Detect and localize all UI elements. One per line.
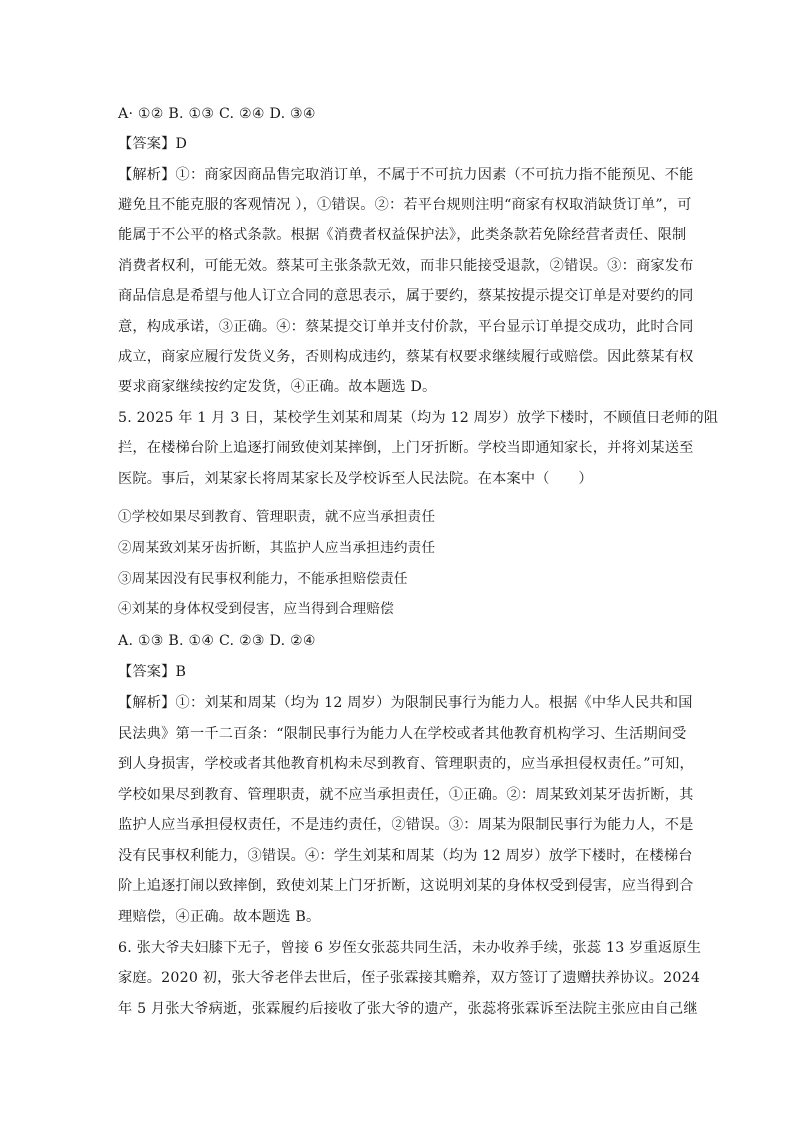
q5-stem-line: 拦，在楼梯台阶上追逐打闹致使刘某摔倒，上门牙折断。学校当即通知家长，并将刘某送至	[118, 440, 694, 456]
q5-stem-line: 5. 2025 年 1 月 3 日，某校学生刘某和周某（均为 12 周岁）放学下楼时，不顾值日老师的阻	[118, 410, 719, 426]
q5-analysis-line: 到人身损害，学校或者其他教育机构未尽到教育、管理职责的，应当承担侵权责任。”可知，	[118, 756, 694, 772]
q4-options: A· ①② B. ①③ C. ②④ D. ③④	[118, 106, 316, 122]
q4-answer: 【答案】D	[118, 136, 188, 152]
q4-analysis-line: 避免且不能克服的客观情况 ），①错误。②：若平台规则注明“商家有权取消缺货订单”，可	[118, 197, 692, 213]
q6-stem-line: 年 5 月张大爷病逝，张霖履约后接收了张大爷的遗产，张蕊将张霖诉至法院主张应由自己继	[118, 1001, 698, 1017]
q5-statement: ②周某致刘某牙齿折断，其监护人应当承担违约责任	[118, 540, 436, 556]
q4-analysis-line: 成立，商家应履行发货义务，否则构成违约，蔡某有权要求继续履行或赔偿。因此蔡某有权	[118, 349, 694, 365]
q4-analysis-line: 要求商家继续按约定发货，④正确。故本题选 D。	[118, 379, 437, 395]
q5-analysis-line: 没有民事权利能力，③错误。④：学生刘某和周某（均为 12 周岁）放学下楼时，在楼梯台	[118, 848, 693, 864]
q5-analysis-line: 理赔偿，④正确。故本题选 B。	[118, 909, 321, 925]
q5-analysis-line: 监护人应当承担侵权责任，不是违约责任，②错误。③：周某为限制民事行为能力人，不是	[118, 817, 694, 833]
q4-analysis-line: 能属于不公平的格式条款。根据《消费者权益保护法》，此类条款若免除经营者责任、限制	[118, 227, 687, 243]
q4-analysis-line: 消费者权利，可能无效。蔡某可主张条款无效，而非只能接受退款，②错误。③：商家发布	[118, 258, 694, 274]
q5-statement: ④刘某的身体权受到侵害，应当得到合理赔偿	[118, 601, 394, 617]
q5-statement: ③周某因没有民事权利能力，不能承担赔偿责任	[118, 571, 408, 587]
q6-stem-line: 6. 张大爷夫妇膝下无子，曾接 6 岁侄女张蕊共同生活，未办收养手续，张蕊 13 岁重返原生	[118, 940, 702, 956]
q6-stem-line: 家庭。2020 初，张大爷老伴去世后，侄子张霖接其赡养，双方签订了遗赠扶养协议。2024	[118, 970, 701, 986]
q5-analysis-line: 学校如果尽到教育、管理职责，就不应当承担责任，①正确。②：周某致刘某牙齿折断，其	[118, 787, 694, 803]
q4-analysis-line: 意，构成承诺，③正确。④：蔡某提交订单并支付价款，平台显示订单提交成功，此时合同	[118, 319, 694, 335]
q4-analysis-line: 【解析】①：商家因商品售完取消订单，不属于不可抗力因素（不可抗力指不能预见、不能	[118, 167, 694, 183]
q5-answer: 【答案】B	[118, 664, 187, 680]
q5-analysis-line: 【解析】①：刘某和周某（均为 12 周岁）为限制民事行为能力人。根据《中华人民共和国	[118, 695, 693, 711]
q5-analysis-line: 阶上追逐打闹以致摔倒，致使刘某上门牙折断，这说明刘某的身体权受到侵害，应当得到合	[118, 878, 694, 894]
q5-options: A. ①③ B. ①④ C. ②③ D. ②④	[118, 633, 316, 649]
q5-statement: ①学校如果尽到教育、管理职责，就不应当承担责任	[118, 509, 436, 525]
q5-stem-line: 医院。事后，刘某家长将周某家长及学校诉至人民法院。在本案中（ ）	[118, 471, 593, 487]
q4-analysis-line: 商品信息是希望与他人订立合同的意思表示，属于要约，蔡某按提示提交订单是对要约的同	[118, 288, 694, 304]
q5-analysis-line: 民法典》第一千二百条：“限制民事行为能力人在学校或者其他教育机构学习、生活期间受	[118, 726, 687, 742]
